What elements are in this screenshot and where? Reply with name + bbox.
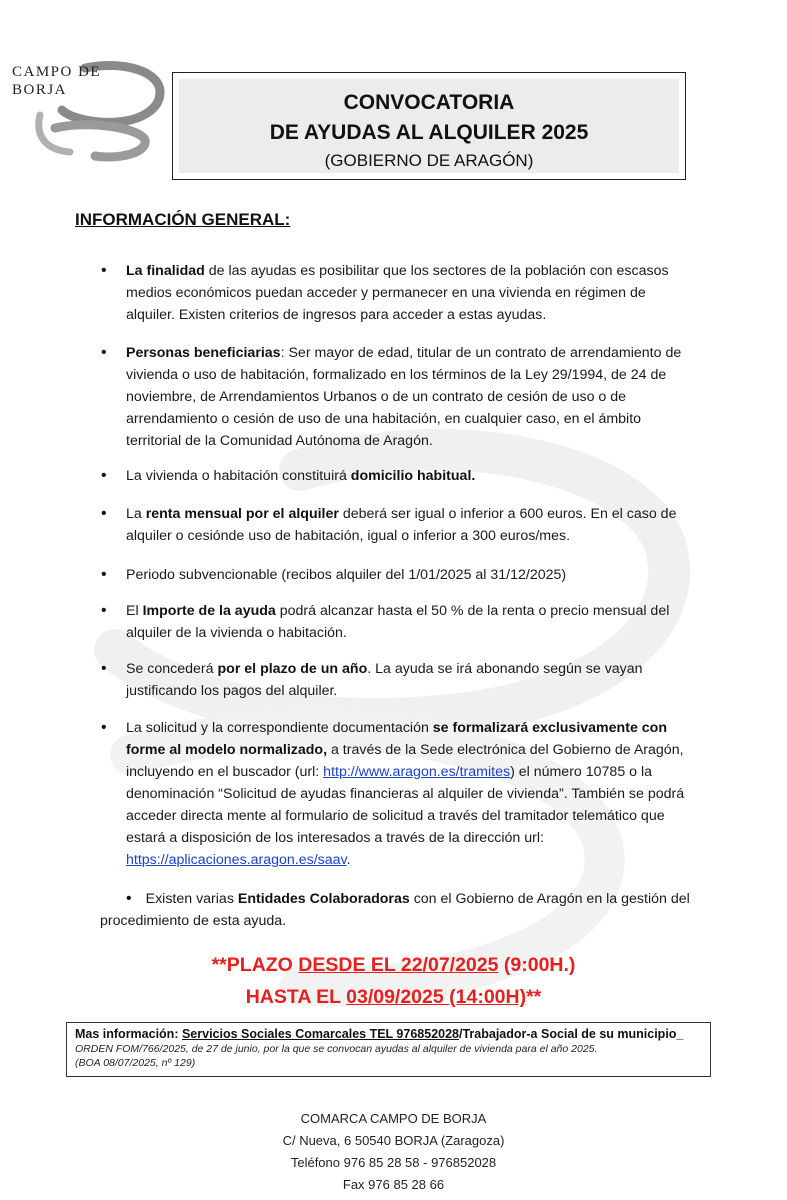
plazo-anio-pre: Se concederá <box>126 661 218 677</box>
solicitud-end: . <box>346 852 351 868</box>
finalidad-label: La finalidad <box>126 263 205 279</box>
boa-reference: (BOA 08/07/2025, nº 129) <box>75 1057 196 1069</box>
logo-swirl-icon <box>0 40 175 165</box>
logo-text-line2: BORJA <box>12 82 68 98</box>
title-line-1: CONVOCATORIA <box>343 91 515 114</box>
beneficiarias-text: : Ser mayor de edad, titular de un contrato de arrendamiento de vivienda o uso de habitación, formalizado en los términos de la Ley 29/1994, de 24 de noviembre, de Arrendamientos Urbanos o de un contrato de cesión de uso o de arrendamiento o cesión de uso de una habitación, en cualquier caso, en el ámbito territorial de la Comunidad Autónoma de Aragón. <box>126 345 682 449</box>
bullet-marker: • <box>126 890 132 907</box>
title-box <box>172 72 686 180</box>
list-item-beneficiarias <box>126 342 696 452</box>
bullet-marker: • <box>101 602 107 619</box>
deadline-start-time: (9:00H.) <box>498 954 576 976</box>
info-box <box>66 1022 711 1077</box>
list-item-renta <box>126 503 696 547</box>
renta-pre: La <box>126 506 146 522</box>
info-label: Mas información: <box>75 1027 182 1041</box>
footer-phone: Teléfono 976 85 28 58 - 976852028 <box>290 1155 497 1170</box>
footer-street: C/ Nueva, 6 50540 BORJA (Zaragoza) <box>282 1133 505 1148</box>
finalidad-text: de las ayudas es posibilitar que los sectores de la población con escasos medios económicos puedan acceder y permanecer en una vivienda en régimen de alquiler. Existen criterios de ingresos para acceder a estas ayudas. <box>126 263 669 323</box>
campo-de-borja-logo <box>0 40 175 165</box>
renta-label: renta mensual por el alquiler <box>145 506 339 522</box>
bullet-marker: • <box>101 505 107 522</box>
order-reference: ORDEN FOM/766/2025, de 27 de junio, por la que se convocan ayudas al alquiler de vivienda para el año 2025. <box>75 1043 598 1055</box>
importe-label: Importe de la ayuda <box>142 603 276 619</box>
plazo-anio-label: por el plazo de un año <box>217 661 368 677</box>
info-phone: Servicios Sociales Comarcales TEL 976852028 <box>181 1027 460 1041</box>
title-line-2: DE AYUDAS AL ALQUILER 2025 <box>269 121 589 144</box>
list-item-domicilio <box>126 465 696 487</box>
logo-text-line1: CAMPO DE <box>12 64 102 80</box>
list-item-finalidad <box>126 260 696 326</box>
importe-pre: El <box>126 603 143 619</box>
list-item-importe <box>126 600 696 644</box>
list-item-plazo-anio <box>126 658 696 702</box>
bullet-marker: • <box>101 262 107 279</box>
solicitud-pre: La solicitud y la correspondiente documentación <box>126 720 433 736</box>
deadline-line-2 <box>0 982 787 1012</box>
entidades-text: con el Gobierno de Aragón en la gestión del procedimiento de esta ayuda. <box>100 891 690 929</box>
footer-address <box>0 1108 787 1196</box>
list-item-entidades <box>100 888 700 932</box>
domicilio-label: domicilio habitual. <box>350 468 476 484</box>
solicitud-text1: a través de la Sede electrónica del Gobierno de Aragón, incluyendo en el buscador (url: <box>126 742 684 780</box>
entidades-label: Entidades Colaboradoras <box>237 891 410 907</box>
bullet-marker: • <box>101 467 107 484</box>
solicitud-text2: ) el número 10785 o la denominación “Solicitud de ayudas financieras al alquiler de vivienda”. También se podrá acceder directa mente al formulario de solicitud a través del tramitador telemático que estará a disposición de los interesados a través de la dirección url: <box>126 764 685 846</box>
deadline-until: HASTA EL <box>245 986 347 1008</box>
plazo-anio-text: . La ayuda se irá abonando según se vayan justificando los pagos del alquiler. <box>126 661 643 699</box>
title-panel <box>179 79 679 173</box>
deadline-line-1 <box>0 950 787 980</box>
section-heading: INFORMACIÓN GENERAL: <box>75 210 291 229</box>
periodo-text: Periodo subvencionable (recibos alquiler del 1/01/2025 al 31/12/2025) <box>126 567 567 583</box>
info-contact-line <box>75 1026 702 1042</box>
bullet-marker: • <box>101 660 107 677</box>
footer-organization: COMARCA CAMPO DE BORJA <box>300 1111 487 1126</box>
bullet-marker: • <box>101 344 107 361</box>
bullet-marker: • <box>101 719 107 736</box>
info-rest: /Trabajador-a Social de su municipio_ <box>459 1027 684 1041</box>
domicilio-text: La vivienda o habitación constituirá <box>126 468 351 484</box>
entidades-pre: Existen varias <box>145 891 238 907</box>
list-item-periodo <box>126 564 696 586</box>
deadline-prefix: **PLAZO <box>211 954 299 976</box>
bullet-marker: • <box>101 566 107 583</box>
aragon-saav-link[interactable]: https://aplicaciones.aragon.es/saav <box>126 852 347 868</box>
deadline-suffix: ** <box>526 986 542 1008</box>
footer-fax: Fax 976 85 28 66 <box>342 1177 445 1192</box>
title-subtitle: (GOBIERNO DE ARAGÓN) <box>324 151 534 170</box>
list-item-solicitud <box>126 717 696 871</box>
deadline-end-date: 03/09/2025 (14:00H) <box>346 986 527 1008</box>
importe-text: podrá alcanzar hasta el 50 % de la renta o precio mensual del alquiler de la vivienda o habitación. <box>126 603 670 641</box>
deadline-start-date: DESDE EL 22/07/2025 <box>298 954 499 976</box>
beneficiarias-label: Personas beneficiarias <box>126 345 281 361</box>
aragon-tramites-link[interactable]: http://www.aragon.es/tramites <box>323 764 511 780</box>
renta-text: deberá ser igual o inferior a 600 euros. En el caso de alquiler o cesiónde uso de habitación, igual o inferior a 300 euros/mes. <box>126 506 677 544</box>
solicitud-label: se formalizará exclusivamente con forme al modelo normalizado, <box>126 720 668 758</box>
